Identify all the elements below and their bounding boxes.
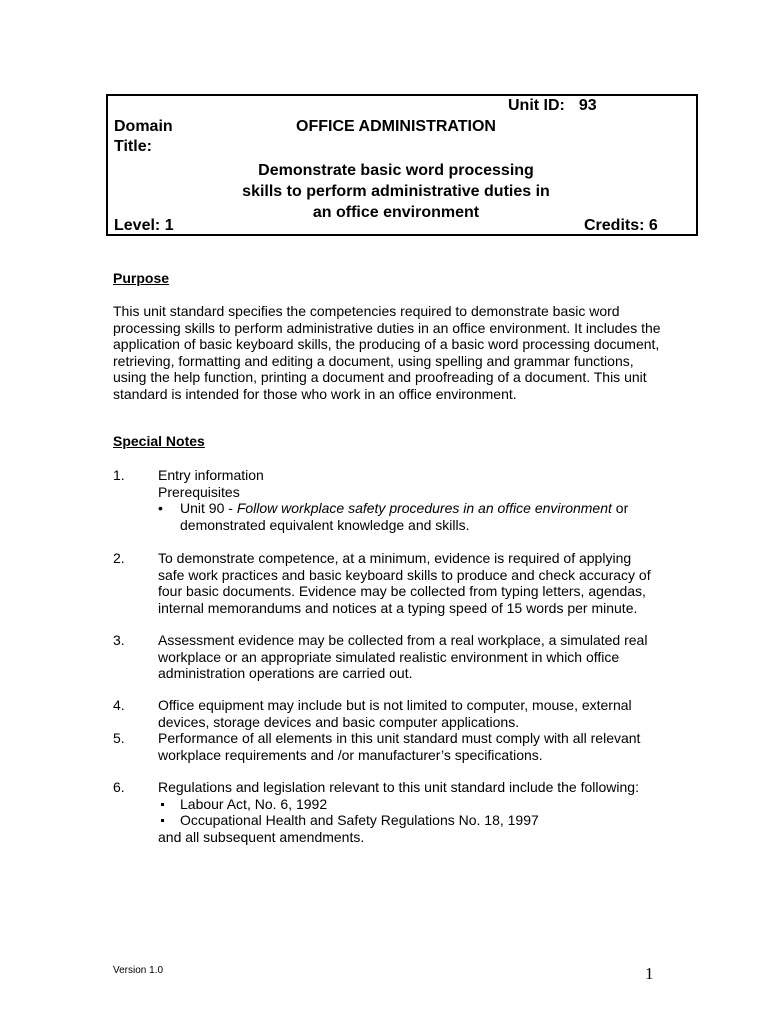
prerequisite-bullet [158, 500, 678, 533]
purpose-paragraph [113, 303, 673, 402]
note-evidence [158, 550, 678, 616]
note-line: Prerequisites [158, 483, 240, 500]
regulation-item: Occupational Health and Safety Regulations No. 18, 1997 [180, 812, 539, 828]
note-line: safe work practices and basic keyboard skills to produce and check accuracy of [158, 566, 651, 583]
level: Level: 1 [114, 217, 174, 234]
special-notes-heading: Special Notes [113, 433, 205, 449]
note-assessment [158, 632, 678, 682]
note-performance [158, 730, 678, 763]
credits: Credits: 6 [584, 217, 658, 234]
note-line: Office equipment may include but is not limited to computer, mouse, external [158, 697, 632, 713]
prerequisite-line2: demonstrated equivalent knowledge and skills. [180, 516, 470, 533]
purpose-line: standard is intended for those who work in an office environment. [113, 385, 517, 402]
purpose-line: retrieving, formatting and editing a document, using spelling and grammar functions, [113, 352, 634, 369]
note-line: To demonstrate competence, at a minimum, evidence is required of applying [158, 550, 632, 566]
note-number: 5. [113, 730, 125, 746]
prerequisite-unit: Unit 90 - [180, 500, 237, 516]
prerequisite-suffix: or [611, 500, 629, 516]
note-line: Regulations and legislation relevant to this unit standard include the following: [158, 779, 639, 795]
unit-id-value: 93 [578, 97, 597, 114]
purpose-line: processing skills to perform administrative duties in an office environment. It includes the [113, 319, 661, 336]
note-number: 4. [113, 697, 125, 713]
note-number: 6. [113, 779, 125, 795]
title-line: an office environment [312, 204, 480, 221]
note-line: Assessment evidence may be collected from a real workplace, a simulated real [158, 632, 648, 648]
regulation-bullet [158, 796, 678, 813]
note-equipment [158, 697, 678, 730]
domain-label: Domain [114, 118, 173, 135]
purpose-line: application of basic keyboard skills, the producing of a basic word processing document, [113, 336, 660, 352]
prerequisite-title: Follow workplace safety procedures in an office environment [236, 500, 612, 516]
unit-id [508, 97, 597, 115]
domain-value: OFFICE ADMINISTRATION [296, 118, 496, 135]
note-number: 2. [113, 550, 125, 566]
note-line: internal memorandums and notices at a typing speed of 15 words per minute. [158, 599, 638, 616]
note-line: four basic documents. Evidence may be collected from typing letters, agendas, [158, 583, 646, 599]
bullet-icon [158, 500, 174, 517]
version-label: Version 1.0 [113, 965, 164, 976]
regulation-bullet [158, 812, 678, 829]
purpose-line: using the help function, printing a document and proofreading of a document. This unit [113, 369, 647, 385]
unit-header-box [106, 94, 698, 236]
note-line: and all subsequent amendments. [158, 828, 365, 845]
note-line: administration operations are carried out. [158, 665, 413, 681]
note-line: Entry information [158, 467, 264, 483]
purpose-heading: Purpose [113, 270, 170, 286]
unit-title [108, 139, 684, 223]
note-line: workplace requirements and /or manufacturer’s specifications. [158, 746, 543, 763]
note-number: 3. [113, 632, 125, 648]
note-line: Performance of all elements in this unit standard must comply with all relevant [158, 730, 641, 746]
title-line: Demonstrate basic word processing [258, 162, 534, 179]
title-label: Title: [114, 138, 152, 155]
note-line: workplace or an appropriate simulated realistic environment in which office [158, 648, 620, 665]
page-number: 1 [645, 964, 654, 983]
note-entry-information [158, 467, 678, 533]
unit-id-label: Unit ID: [508, 97, 565, 114]
purpose-line: This unit standard specifies the competencies required to demonstrate basic word [113, 303, 620, 319]
note-number: 1. [113, 467, 125, 483]
note-regulations [158, 779, 678, 845]
title-line: skills to perform administrative duties in [242, 183, 550, 200]
regulation-item: Labour Act, No. 6, 1992 [180, 795, 328, 812]
note-line: devices, storage devices and basic computer applications. [158, 713, 520, 730]
